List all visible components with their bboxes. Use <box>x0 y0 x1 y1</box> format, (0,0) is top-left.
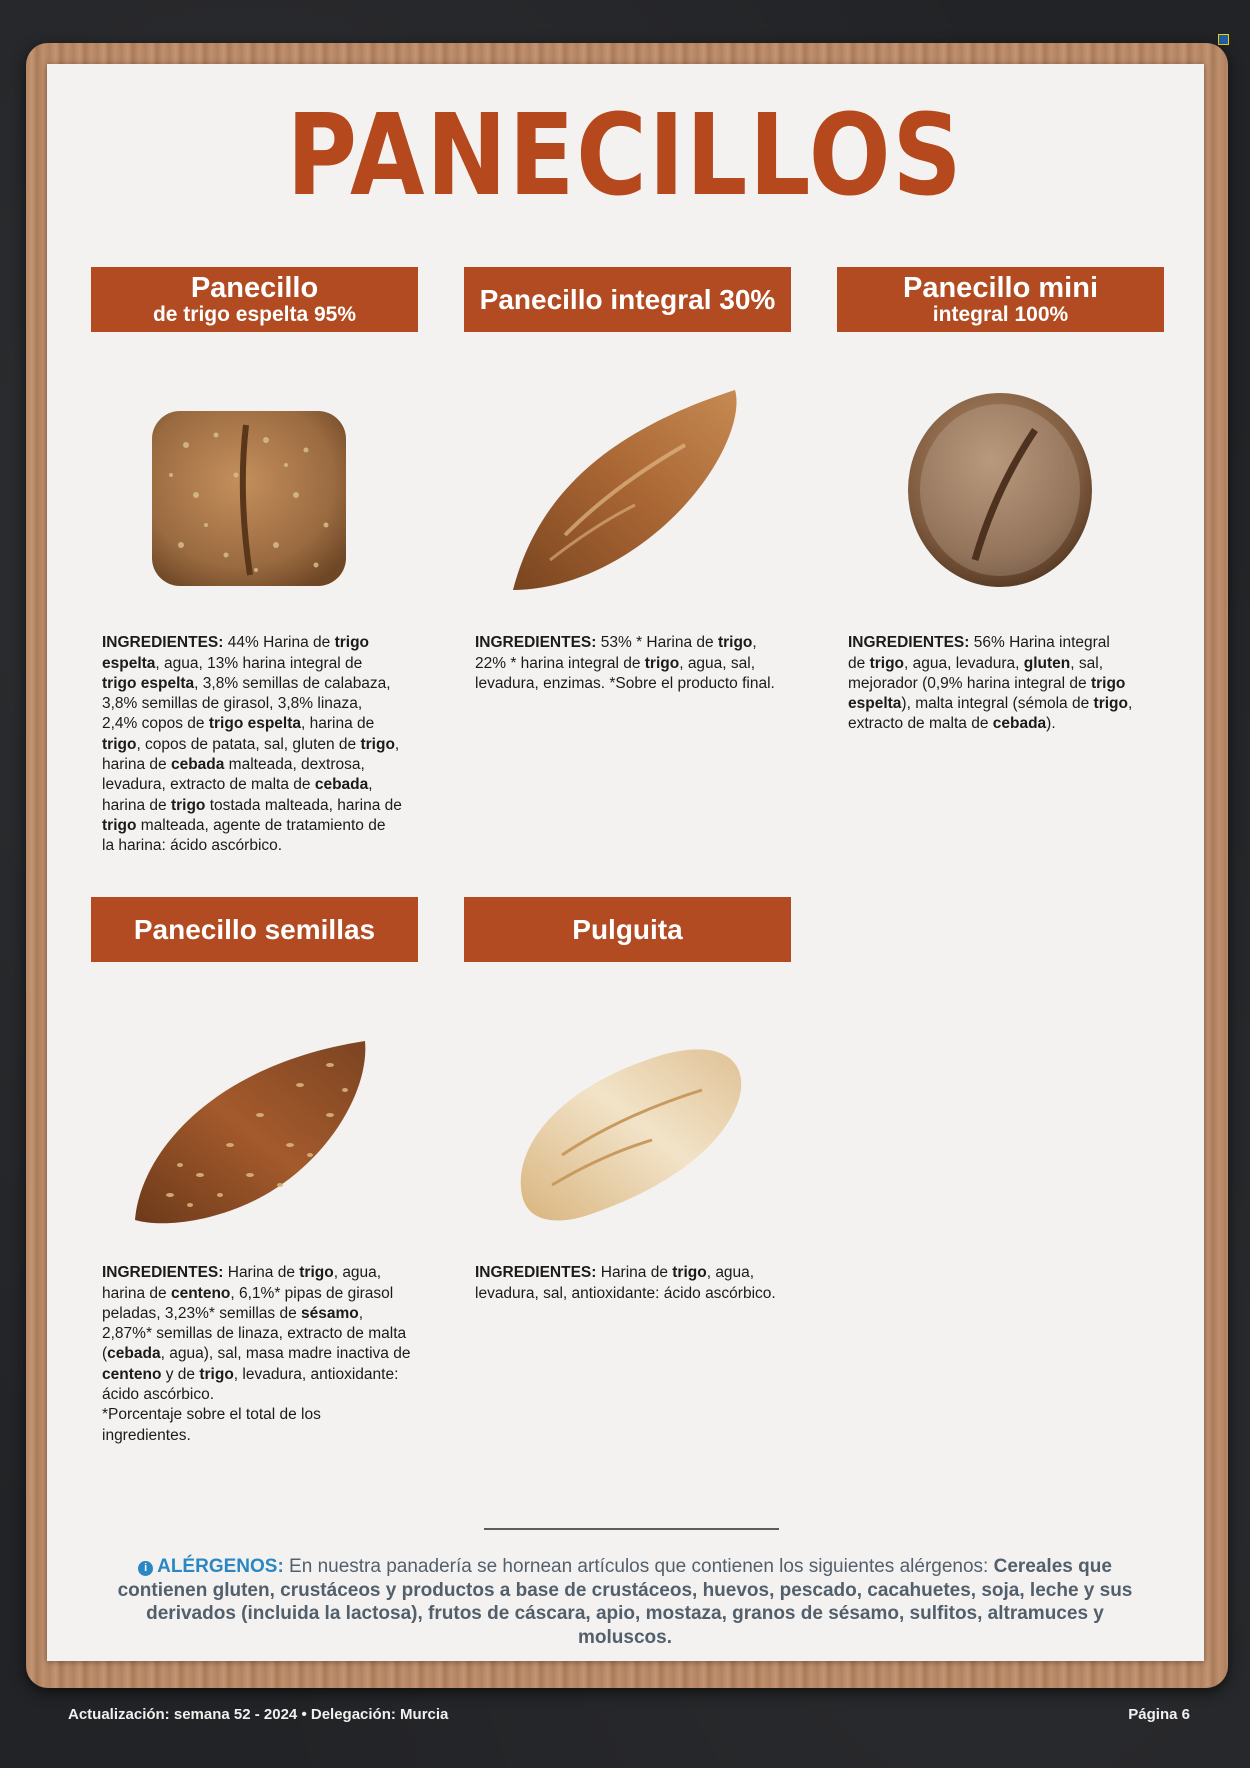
ingredients-label: INGREDIENTES: <box>102 634 224 652</box>
ingredients-label: INGREDIENTES: <box>848 634 970 652</box>
ingredient-text: , extracto de malta de <box>848 695 1133 733</box>
ingredient-text: Harina de <box>596 1264 673 1282</box>
ingredient-allergen: trigo <box>102 816 137 834</box>
bread-roll-wholegrain-pointed-icon <box>505 385 750 595</box>
ingredient-allergen: cebada <box>170 756 225 774</box>
product-title-line1: Panecillo mini <box>903 272 1098 305</box>
ingredient-text: , harina de <box>301 715 375 733</box>
ingredient-allergen: trigo <box>672 1264 707 1282</box>
ingredient-allergen: trigo <box>199 1365 234 1383</box>
ingredient-text: , 22% * harina integral de <box>475 634 757 672</box>
ingredient-allergen: centeno <box>170 1284 231 1302</box>
divider-line <box>484 1528 779 1530</box>
ingredient-allergen: trigo espelta <box>208 715 302 733</box>
ingredient-text: , agua, levadura, sal, antioxidante: ácido ascórbico. <box>475 1264 776 1302</box>
brand-logo-icon <box>1218 34 1229 45</box>
page-title: PANECILLOS <box>286 91 964 221</box>
product-title: Panecillo integral 30% <box>479 283 776 315</box>
allergens-label: ALÉRGENOS: <box>157 1556 284 1577</box>
ingredient-text: 53% * Harina de <box>596 634 718 652</box>
info-icon: i <box>138 1561 153 1576</box>
ingredient-allergen: trigo <box>1093 695 1128 713</box>
product-title-line2: de trigo espelta 95% <box>152 302 357 326</box>
ingredients-label: INGREDIENTES: <box>475 634 597 652</box>
ingredients-label: INGREDIENTES: <box>102 1264 224 1282</box>
ingredient-text: ), malta integral (sémola de <box>901 695 1094 713</box>
ingredient-text: y de <box>161 1365 200 1383</box>
product-banner-integral-30 <box>464 267 791 332</box>
ingredient-allergen: cebada <box>107 1345 161 1363</box>
product-title: Panecillo semillas <box>133 913 376 945</box>
ingredient-text: , copos de patata, sal, gluten de <box>136 735 361 753</box>
ingredient-allergen: trigo <box>644 654 680 672</box>
ingredient-text: , agua, levadura, <box>904 654 1024 672</box>
ingredient-text: , 6,1%* pipas de girasol peladas, 3,23%* semillas de <box>102 1284 394 1322</box>
ingredients-text <box>102 1264 410 1443</box>
product-title: Pulguita <box>572 913 683 945</box>
ingredient-allergen: trigo <box>299 1264 334 1282</box>
ingredient-text: ). <box>1046 715 1056 733</box>
ingredient-text: malteada, agente de tratamiento de la harina: ácido ascórbico. <box>102 816 386 855</box>
ingredient-text: , agua, harina de <box>102 1264 382 1302</box>
product-banner-pulguita <box>464 897 791 962</box>
ingredient-allergen: gluten <box>1023 654 1071 672</box>
ingredient-allergen: trigo <box>102 735 137 753</box>
bread-roll-spelt-square-seeded-icon <box>146 405 352 590</box>
ingredient-text: , harina de <box>102 776 373 814</box>
bread-roll-mini-round-icon <box>905 390 1095 590</box>
ingredient-text: , agua, 13% harina integral de <box>155 654 363 672</box>
ingredients-label: INGREDIENTES: <box>475 1264 597 1282</box>
bread-roll-seeds-icon <box>130 1035 370 1225</box>
ingredient-text: 44% Harina de <box>223 634 335 652</box>
ingredient-allergen: trigo <box>360 735 395 753</box>
ingredients-integral-30 <box>475 613 795 694</box>
ingredient-text: , agua), sal, masa madre inactiva de <box>160 1345 411 1363</box>
ingredient-text: tostada malteada, harina de <box>209 796 402 814</box>
bread-roll-white-pulguita-icon <box>512 1035 747 1225</box>
allergens-intro: En nuestra panadería se hornean artículos que contienen los siguientes alérgenos: <box>283 1556 994 1577</box>
ingredient-allergen: trigo <box>717 634 753 652</box>
allergens-notice <box>110 1555 1140 1649</box>
footer-page-number: Página 6 <box>1128 1706 1190 1723</box>
ingredient-text: malteada, dextrosa, levadura, extracto de malta de <box>102 756 365 794</box>
product-banner-mini-integral <box>837 267 1164 332</box>
product-banner-espelta <box>91 267 418 332</box>
ingredient-text: , 2,87%* semillas de linaza, extracto de malta ( <box>102 1304 407 1363</box>
product-title-line1: Panecillo <box>190 272 319 305</box>
allergens-list: Cereales que contienen gluten, crustáceos y productos a base de crustáceos, huevos, pescado, cacahuetes, soja, leche y sus derivados (incluida la lactosa), frutos de cáscara, apio, mostaza, granos de sésamo, sulfitos, altramuces y moluscos. <box>117 1556 1133 1648</box>
ingredients-semillas <box>102 1243 422 1446</box>
ingredients-text <box>102 634 402 854</box>
ingredient-allergen: cebada <box>314 776 369 794</box>
ingredient-allergen: trigo <box>869 654 904 672</box>
ingredient-allergen: trigo espelta <box>102 634 370 672</box>
ingredient-text: , 3,8% semillas de calabaza, 3,8% semillas de girasol, 3,8% linaza, 2,4% copos de <box>102 674 391 733</box>
ingredients-espelta <box>102 613 422 857</box>
ingredient-allergen: trigo espelta <box>102 674 195 692</box>
ingredient-text: , harina de <box>102 735 400 774</box>
ingredient-text: , levadura, antioxidante: ácido ascórbico. *Porcentaje sobre el total de los ingredientes. <box>102 1365 399 1444</box>
product-banner-semillas <box>91 897 418 962</box>
product-title-line2: integral 100% <box>932 302 1069 326</box>
ingredient-allergen: trigo <box>170 796 206 814</box>
ingredient-text: Harina de <box>223 1264 300 1282</box>
ingredient-allergen: centeno <box>102 1365 162 1383</box>
ingredient-text: , agua, sal, levadura, enzimas. *Sobre el producto final. <box>475 654 775 692</box>
footer-update-info: Actualización: semana 52 - 2024 • Delegación: Murcia <box>68 1706 449 1723</box>
ingredient-allergen: cebada <box>992 715 1047 733</box>
ingredients-mini-integral <box>848 613 1168 735</box>
ingredient-text: 56% Harina integral de <box>848 634 1110 672</box>
ingredient-allergen: trigo espelta <box>848 674 1126 713</box>
ingredients-pulguita <box>475 1243 795 1304</box>
ingredient-text: , sal, mejorador (0,9% harina integral de <box>848 654 1104 692</box>
ingredient-allergen: sésamo <box>301 1304 359 1322</box>
